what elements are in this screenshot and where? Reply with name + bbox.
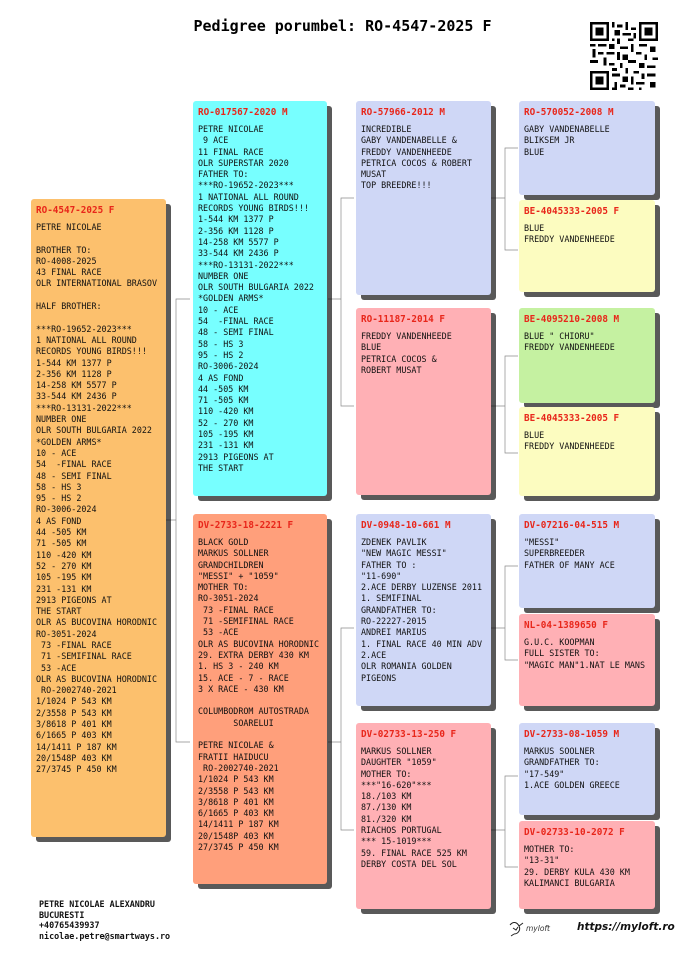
- mm-ring: DV-02733-13-250 F: [361, 729, 457, 740]
- subject-ring: RO-4547-2025 F: [36, 205, 115, 216]
- mmf-card: [519, 723, 655, 815]
- mm-card: [356, 723, 491, 909]
- mother-card: [193, 514, 327, 884]
- fmf-details: BLUE " CHIORU" FREDDY VANDENHEEDE: [524, 331, 615, 353]
- page-title: Pedigree porumbel: RO-4547-2025 F: [193, 17, 492, 35]
- father-card: [193, 101, 327, 496]
- fm-card: [356, 308, 491, 495]
- subject-card: [31, 199, 166, 837]
- fmm-details: BLUE FREDDY VANDENHEEDE: [524, 430, 615, 452]
- myloft-logo-icon: [508, 919, 568, 937]
- mmm-card: [519, 821, 655, 909]
- fff-details: GABY VANDENABELLE BLIKSEM JR BLUE: [524, 124, 610, 157]
- website-link[interactable]: https://myloft.ro: [577, 921, 675, 933]
- mf-card: [356, 514, 491, 706]
- ff-details: INCREDIBLE GABY VANDENABELLE & FREDDY VANDENHEEDE PETRICA COCOS & ROBERT MUSAT TOP BREEDRE!!!: [361, 124, 472, 191]
- ffm-ring: BE-4045333-2005 F: [524, 206, 620, 217]
- mm-details: MARKUS SOLLNER DAUGHTER "1059" MOTHER TO: ***"16-620"*** 18./103 KM 87./130 KM 81./320 KM RIACHOS PORTUGAL *** 15-1019*** 59. FINAL RACE 525 KM DERBY COSTA DEL SOL: [361, 746, 467, 869]
- ff-ring: RO-57966-2012 M: [361, 107, 445, 118]
- mff-details: "MESSI" SUPERBREEDER FATHER OF MANY ACE: [524, 537, 615, 570]
- mother-ring: DV-2733-18-2221 F: [198, 520, 294, 531]
- mmf-details: MARKUS SOOLNER GRANDFATHER TO: "17-549" 1.ACE GOLDEN GREECE: [524, 746, 620, 790]
- owner-contact: [39, 899, 170, 941]
- subject-details: PETRE NICOLAE BROTHER TO: RO-4008-2025 43 FINAL RACE OLR INTERNATIONAL BRASOV HALF BROTHER: ***RO-19652-2023*** 1 NATIONAL ALL ROUND RECORDS YOUNG BIRDS!!! 1-544 KM 1377 P 2-356 KM 1128 P 14-258 KM 5577 P 33-544 KM 2436 P ***RO-13131-2022*** NUMBER ONE OLR SOUTH BULGARIA 2022 *GOLDEN ARMS* 10 - ACE 54 -FINAL RACE 48 - SEMI FINAL 58 - HS 3 95 - HS 2 RO-3006-2024 4 AS FOND 44 -505 KM 71 -505 KM 110 -420 KM 52 - 270 KM 105 -195 KM 231 -131 KM 2913 PIGEONS AT THE START OLR AS BUCOVINA HORODNIC RO-3051-2024 73 -FINAL RACE 71 -SEMIFINAL RACE 53 -ACE OLR AS BUCOVINA HORODNIC RO-2002740-2021 1/1024 P 543 KM 2/3558 P 543 KM 3/8618 P 401 KM 6/1665 P 403 KM 14/1411 P 187 KM 20/1548P 403 KM 27/3745 P 450 KM: [36, 222, 158, 775]
- svg-text:myloft: myloft: [526, 924, 550, 933]
- fmf-card: [519, 308, 655, 403]
- mmm-ring: DV-02733-10-2072 F: [524, 827, 625, 838]
- owner-name: PETRE NICOLAE ALEXANDRU: [39, 899, 155, 909]
- mff-card: [519, 514, 655, 608]
- mfm-ring: NL-04-1389650 F: [524, 620, 608, 631]
- owner-email: nicolae.petre@smartways.ro: [39, 930, 171, 941]
- mmf-ring: DV-2733-08-1059 M: [524, 729, 620, 740]
- ffm-details: BLUE FREDDY VANDENHEEDE: [524, 223, 615, 245]
- fff-card: [519, 101, 655, 195]
- ffm-card: [519, 200, 655, 292]
- owner-phone: +40765439937: [39, 920, 100, 931]
- mf-ring: DV-0948-10-661 M: [361, 520, 451, 531]
- father-ring: RO-017567-2020 M: [198, 107, 288, 118]
- mfm-details: G.U.C. KOOPMAN FULL SISTER TO: "MAGIC MAN"1.NAT LE MANS: [524, 637, 646, 670]
- fmf-ring: BE-4095210-2008 M: [524, 314, 620, 325]
- mfm-card: [519, 614, 655, 706]
- fm-ring: RO-11187-2014 F: [361, 314, 445, 325]
- fff-ring: RO-570052-2008 M: [524, 107, 614, 118]
- fmm-card: [519, 407, 655, 496]
- mf-details: ZDENEK PAVLIK "NEW MAGIC MESSI" FATHER TO : "11-690" 2.ACE DERBY LUZENSE 2011 1. SEMIFINAL GRANDFATHER TO: RO-22227-2015 ANDREI MARIUS 1. FINAL RACE 40 MIN ADV 2.ACE OLR ROMANIA GOLDEN PIGEONS: [361, 537, 483, 683]
- mmm-details: MOTHER TO: "13-31" 29. DERBY KULA 430 KM KALIMANCI BULGARIA: [524, 844, 630, 888]
- mff-ring: DV-07216-04-515 M: [524, 520, 620, 531]
- fmm-ring: BE-4045333-2005 F: [524, 413, 620, 424]
- fm-details: FREDDY VANDENHEEDE BLUE PETRICA COCOS & ROBERT MUSAT: [361, 331, 452, 375]
- father-details: PETRE NICOLAE 9 ACE 11 FINAL RACE OLR SUPERSTAR 2020 FATHER TO: ***RO-19652-2023*** 1 NATIONAL ALL ROUND RECORDS YOUNG BIRDS!!! 1-544 KM 1377 P 2-356 KM 1128 P 14-258 KM 5577 P 33-544 KM 2436 P ***RO-13131-2022*** NUMBER ONE OLR SOUTH BULGARIA 2022 *GOLDEN ARMS* 10 - ACE 54 -FINAL RACE 48 - SEMI FINAL 58 - HS 3 95 - HS 2 RO-3006-2024 4 AS FOND 44 -505 KM 71 -505 KM 110 -420 KM 52 - 270 KM 105 -195 KM 231 -131 KM 2913 PIGEONS AT THE START: [198, 124, 314, 473]
- owner-city: BUCURESTI: [39, 909, 85, 920]
- ff-card: [356, 101, 491, 295]
- mother-details: BLACK GOLD MARKUS SOLLNER GRANDCHILDREN "MESSI" + "1059" MOTHER TO: RO-3051-2024 73 -FINAL RACE 71 -SEMIFINAL RACE 53 -ACE OLR AS BUCOVINA HORODNIC 29. EXTRA DERBY 430 KM 1. HS 3 - 240 KM 15. ACE - 7 - RACE 3 X RACE - 430 KM COLUMBODROM AUTOSTRADA SOARELUI PETRE NICOLAE & FRATII HAIDUCU RO-2002740-2021 1/1024 P 543 KM 2/3558 P 543 KM 3/8618 P 401 KM 6/1665 P 403 KM 14/1411 P 187 KM 20/1548P 403 KM 27/3745 P 450 KM: [198, 537, 320, 853]
